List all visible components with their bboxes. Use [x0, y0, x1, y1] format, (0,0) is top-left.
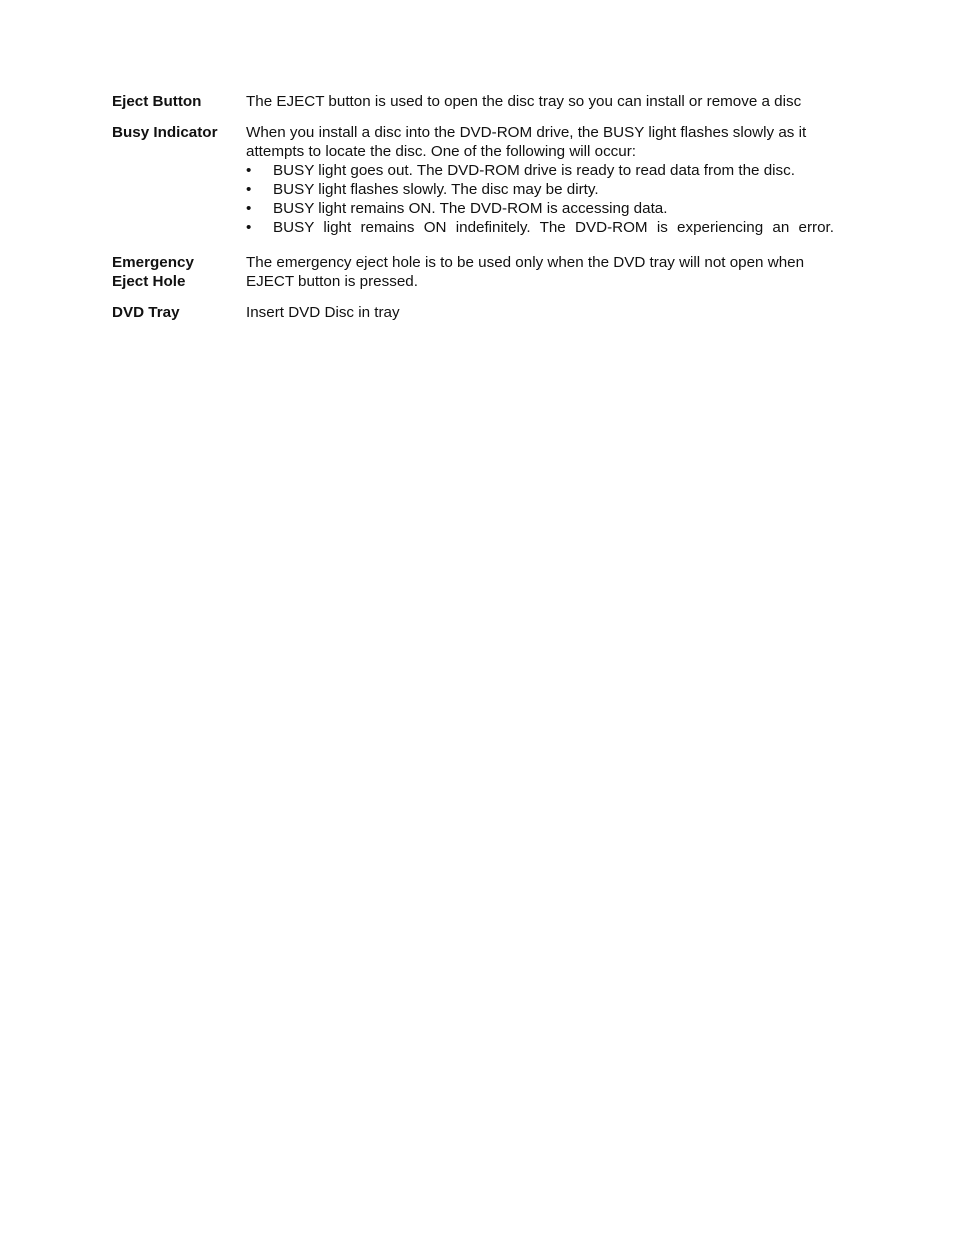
- definition: [246, 303, 834, 322]
- entry-busy-indicator: [112, 123, 834, 237]
- list-item: [246, 180, 834, 199]
- list-item-text: BUSY light remains ON. The DVD-ROM is accessing data.: [273, 200, 668, 217]
- definition-text: When you install a disc into the DVD-ROM drive, the BUSY light flashes slowly as it attempts to locate the disc. One of the following will occur:: [246, 124, 807, 160]
- entry-dvd-tray: [112, 303, 834, 322]
- bullet-icon: •: [246, 219, 252, 236]
- term-label: [112, 123, 246, 142]
- list-item: [246, 161, 834, 180]
- list-item: [246, 218, 834, 237]
- term-label: [112, 303, 246, 322]
- term-line: Busy Indicator: [112, 124, 218, 141]
- bullet-icon: •: [246, 181, 252, 198]
- bullet-list: [246, 161, 834, 237]
- term-label: [112, 92, 246, 111]
- bullet-icon: •: [246, 162, 252, 179]
- bullet-icon: •: [246, 200, 252, 217]
- term-line: Eject Button: [112, 93, 202, 110]
- definition-text: The emergency eject hole is to be used only when the DVD tray will not open when EJECT button is pressed.: [246, 254, 805, 290]
- definition: [246, 123, 834, 237]
- term-line: Emergency: [112, 254, 194, 271]
- term-line: DVD Tray: [112, 304, 180, 321]
- definition-list: [112, 92, 834, 334]
- list-item: [246, 199, 834, 218]
- list-item-text: BUSY light flashes slowly. The disc may be dirty.: [273, 181, 599, 198]
- entry-eject-button: [112, 92, 834, 111]
- entry-emergency-eject-hole: [112, 253, 834, 291]
- list-item-text: BUSY light goes out. The DVD-ROM drive is ready to read data from the disc.: [273, 162, 795, 179]
- term-line: Eject Hole: [112, 273, 186, 290]
- definition: [246, 92, 834, 111]
- list-item-text: BUSY light remains ON indefinitely. The DVD-ROM is experiencing an error.: [273, 219, 834, 236]
- term-label: [112, 253, 246, 291]
- definition-text: The EJECT button is used to open the disc tray so you can install or remove a disc: [246, 93, 802, 110]
- definition-text: Insert DVD Disc in tray: [246, 304, 400, 321]
- definition: [246, 253, 834, 291]
